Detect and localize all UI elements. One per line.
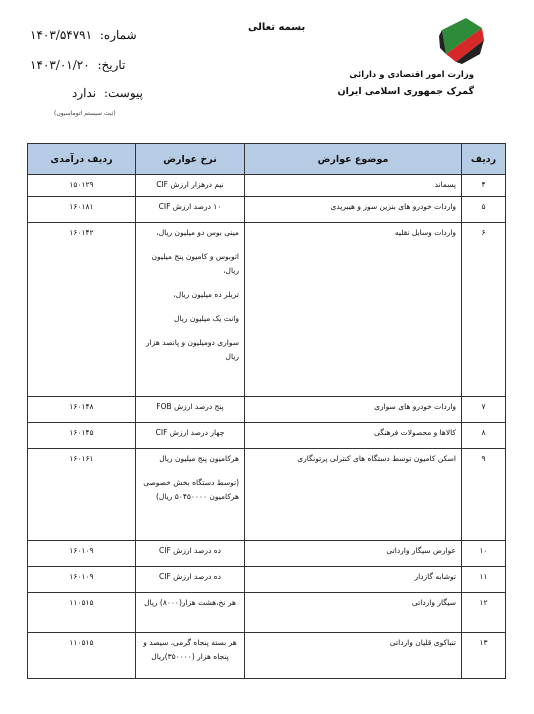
cell-row-no: ۷	[462, 397, 506, 423]
cell-row-no: ۱۱	[462, 567, 506, 593]
table-row	[28, 197, 506, 223]
cell-revenue-code: ۱۶۰۱۴۸	[28, 397, 136, 423]
cell-subject: پسماند	[245, 175, 462, 197]
table-row	[28, 223, 506, 397]
letter-date-label: تاریخ:	[97, 58, 126, 72]
cell-subject: توشابه گازدار	[245, 567, 462, 593]
table-row	[28, 541, 506, 567]
rate-line: نیم درهزار ارزش CIF	[156, 180, 224, 189]
tariff-table	[27, 143, 506, 679]
cell-subject: اسکن کامیون توسط دستگاه های کنترلی پرتونگاری	[245, 449, 462, 541]
cell-revenue-code: ۱۱۰۵۱۵	[28, 633, 136, 679]
table-header-row	[28, 144, 506, 175]
rate-line: مینی بوس دو میلیون ریال،	[156, 228, 239, 237]
letter-number-value: ۱۴۰۳/۵۴۷۹۱	[30, 28, 93, 42]
rate-line: تریلر ده میلیون ریال،	[173, 290, 239, 299]
letter-header	[0, 0, 534, 150]
cell-subject: کالاها و محصولات فرهنگی	[245, 423, 462, 449]
header-row-no: ردیف	[462, 144, 506, 175]
table-row	[28, 397, 506, 423]
table-row	[28, 633, 506, 679]
cell-rate	[136, 223, 245, 397]
letter-number-label: شماره:	[99, 28, 137, 42]
cell-rate	[136, 633, 245, 679]
letter-number	[30, 28, 137, 42]
cell-subject: واردات خودرو های بنزین سوز و هیبریدی	[245, 197, 462, 223]
cell-row-no: ۱۳	[462, 633, 506, 679]
rate-line: ده درصد ارزش CIF	[159, 572, 221, 581]
rate-line: چهار درصد ارزش CIF	[155, 428, 225, 437]
cell-revenue-code: ۱۶۰۱۰۹	[28, 567, 136, 593]
cell-revenue-code: ۱۶۰۱۰۹	[28, 541, 136, 567]
cell-rate	[136, 541, 245, 567]
rate-line: اتوبوس و کامیون پنج میلیون ریال،	[151, 252, 239, 275]
ministry-line-2: گمرک جمهوری اسلامی ایران	[337, 86, 474, 97]
cell-subject: واردات خودرو های سواری	[245, 397, 462, 423]
system-note: (ثبت سیستم اتوماسیون)	[54, 110, 116, 117]
header-revenue-code: ردیف درآمدی	[28, 144, 136, 175]
rate-line: هرکامیون پنج میلیون ریال	[159, 454, 239, 463]
cell-revenue-code: ۱۶۰۱۸۱	[28, 197, 136, 223]
header-subject: موضوع عوارض	[245, 144, 462, 175]
cell-revenue-code: ۱۵۰۱۲۹	[28, 175, 136, 197]
letter-date	[30, 58, 125, 72]
letter-attachment-value: ندارد	[72, 86, 97, 100]
cell-row-no: ۶	[462, 223, 506, 397]
ministry-title	[338, 70, 474, 97]
customs-logo-icon	[436, 14, 488, 66]
table-row	[28, 567, 506, 593]
cell-row-no: ۱۲	[462, 593, 506, 633]
cell-rate	[136, 449, 245, 541]
header-rate: نرخ عوارض	[136, 144, 245, 175]
cell-row-no: ۸	[462, 423, 506, 449]
cell-rate	[136, 423, 245, 449]
cell-row-no: ۵	[462, 197, 506, 223]
rate-line: پنج درصد ارزش FOB	[156, 402, 224, 411]
rate-line: هر بسته پنجاه گرمی، سیصد و پنجاه هزار (۳۵۰۰۰۰)ریال	[143, 638, 237, 661]
cell-row-no: ۱۰	[462, 541, 506, 567]
rate-line: سواری دومیلیون و پانصد هزار ریال	[146, 338, 239, 361]
letter-date-value: ۱۴۰۳/۰۱/۲۰	[30, 58, 90, 72]
bismillah-heading: بسمه تعالی	[248, 22, 306, 33]
cell-revenue-code: ۱۶۰۱۴۵	[28, 423, 136, 449]
rate-line: ده درصد ارزش CIF	[159, 546, 221, 555]
table-body	[28, 175, 506, 679]
table-row	[28, 449, 506, 541]
cell-subject: واردات وسایل نقلیه	[245, 223, 462, 397]
table-row	[28, 175, 506, 197]
cell-subject: سیگار وارداتی	[245, 593, 462, 633]
cell-rate	[136, 197, 245, 223]
cell-revenue-code: ۱۶۰۱۴۲	[28, 223, 136, 397]
cell-revenue-code: ۱۱۰۵۱۵	[28, 593, 136, 633]
cell-rate	[136, 593, 245, 633]
cell-rate	[136, 567, 245, 593]
cell-rate	[136, 397, 245, 423]
cell-subject: تنباکوی قلیان وارداتی	[245, 633, 462, 679]
rate-line: ۱۰ درصد ارزش CIF	[158, 202, 222, 211]
rate-line: هر نخ،هشت هزار(۸۰۰۰) ریال	[144, 598, 236, 607]
letter-attachment-label: پیوست:	[103, 86, 143, 100]
rate-line: (توسط دستگاه بخش خصوصی هرکامیون ۵۰۴۵۰۰۰۰ ریال)	[143, 478, 239, 501]
table-row	[28, 593, 506, 633]
letter-attachment	[72, 86, 143, 100]
cell-rate	[136, 175, 245, 197]
rate-line: وانت یک میلیون ریال	[174, 314, 239, 323]
cell-row-no: ۹	[462, 449, 506, 541]
cell-revenue-code: ۱۶۰۱۶۱	[28, 449, 136, 541]
cell-row-no: ۴	[462, 175, 506, 197]
cell-subject: عوارض سیگار وارداتی	[245, 541, 462, 567]
ministry-line-1: وزارت امور اقتصادی و دارائی	[349, 70, 474, 80]
table-row	[28, 423, 506, 449]
